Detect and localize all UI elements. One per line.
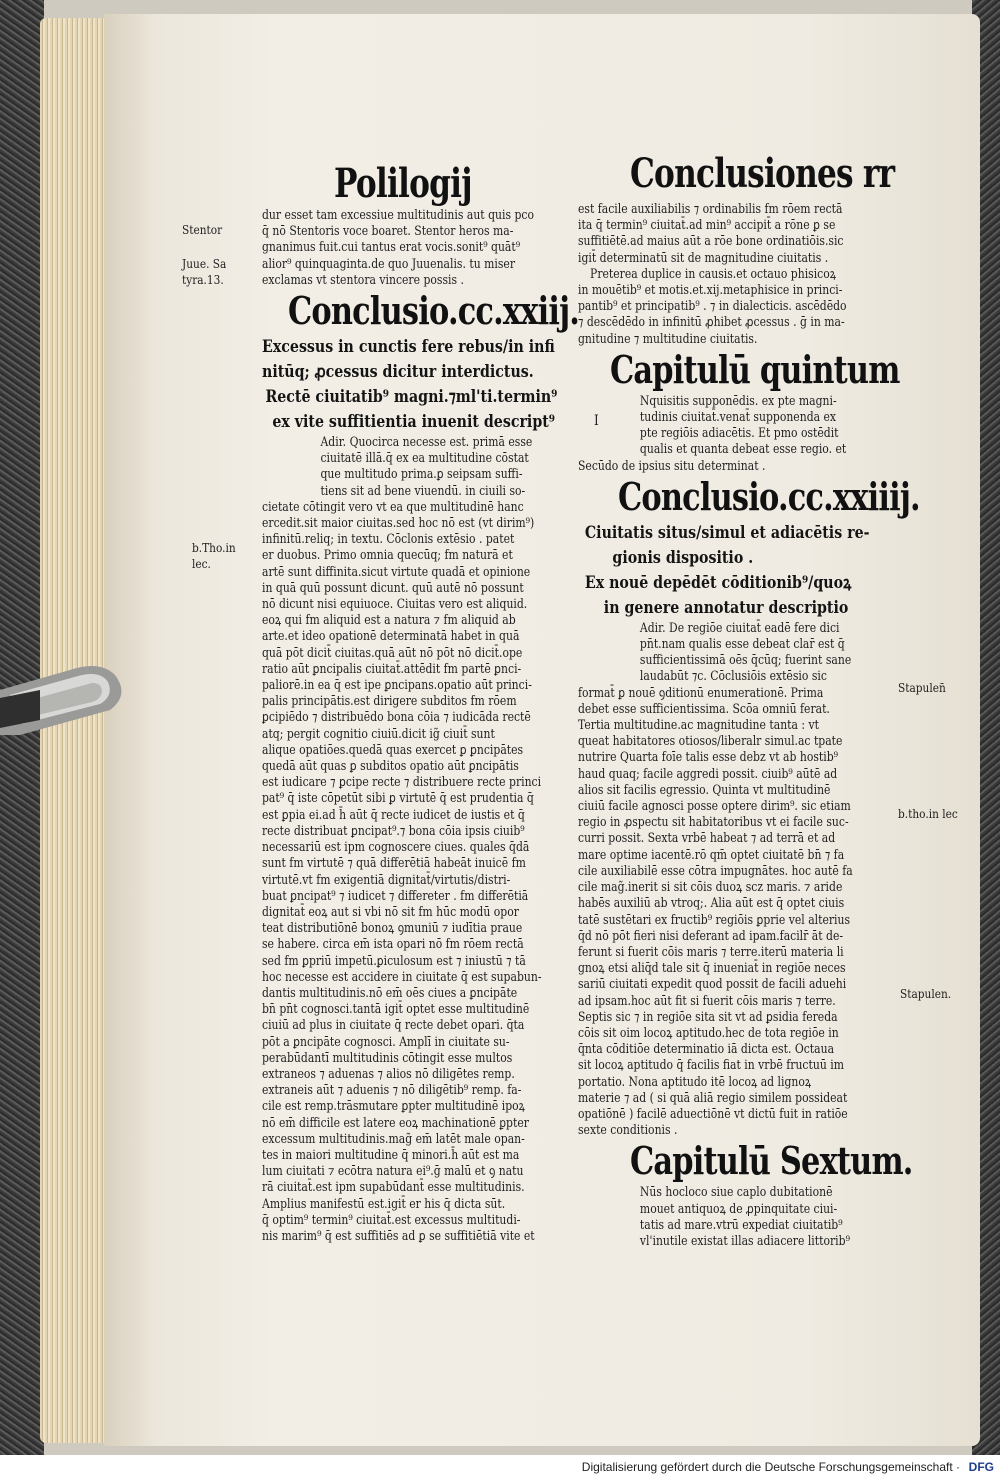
text-line: ciuiū facile agnosci posse optere dirim⁹. sic etiam (578, 798, 851, 814)
margin-note-stapulensis-2: Stapulen. (900, 987, 952, 1001)
text-line: excessum multitudinis.mag̃ em̄ latēt male opan- (262, 1130, 525, 1146)
margin-note-thomas: b.Tho.in (192, 541, 236, 555)
text-line: opatiōnē ) facilē aduectiōnē vt dictū fuit in ratiōe (578, 1105, 848, 1121)
text-line: est ꝑpia ei.ad h̄ aūt q̄ recte iudicet de iustis et q̄ (262, 806, 525, 822)
text-line: quā pōt dicit̄ ciuitas.quā aūt nō pōt nō dicit̄.ope (262, 644, 523, 660)
text-line: ꝑcipiēdo ⁊ distribuēdo bona cōia ⁊ iudicāda rectē (262, 709, 531, 725)
text-line: in mouētib⁹ et motis.et.xij.metaphisice in princi- (578, 282, 843, 298)
text-line: sariū ciuitati expedit quod possit de facili aduehi (578, 976, 847, 992)
initial-letter: I (594, 412, 599, 429)
text-line: tudinis ciuitat̄.venat̄ supponenda ex (639, 409, 837, 425)
text-line: alior⁹ quinquaginta.de quo Juuenalis. tu miser (262, 255, 516, 271)
conclusio-title-line: ex vite suffitientia inuenit descript⁹ (272, 412, 556, 432)
text-line: lum ciuitati ⁊ ecōtra natura ei⁹.ḡ malū et ꝯ natu (262, 1163, 524, 1179)
text-line: mouet antiquoꝝ de ꝓpinquitate ciui- (639, 1200, 838, 1216)
text-line: recte distribuat ꝑncipat⁹.⁊ bona cōia ipsis ciuib⁹ (262, 822, 525, 838)
text-line: est facile auxiliabilis ⁊ ordinabilis fm rōem rectā (578, 201, 843, 216)
text-line: pn̄t.nam qualis esse debeat clar̄ est q̄ (639, 636, 845, 652)
margin-note-thomas-right: b.tho.in lec (898, 807, 958, 821)
text-line: tiens sit ad bene viuendū. in ciuili so- (320, 482, 526, 498)
text-line: artē sunt diffinita.sicut virtute quadā et opinione (262, 563, 531, 579)
text-line: tes in maiori multitudine q̄ minori.h̄ aūt est ma (262, 1146, 520, 1162)
text-line: dantis multitudinis.nō em̄ oēs ciues a ꝑncipāte (262, 984, 518, 1000)
text-line: perabūdantī multitudinis cōtingit esse multos (262, 1049, 513, 1065)
capitulum-sextum-heading: Capitulū Sextum. (630, 1138, 913, 1184)
text-line: que multitudo prima.ꝑ seipsam suffi- (320, 466, 523, 482)
text-line: nō dicunt nisi equiuoce. Ciuitas vero est aliquid. (262, 596, 528, 612)
text-line: qualis et quanta debeat esse regio. et (639, 441, 847, 457)
text-line: Septis sic ⁊ in regiōe sita sit vt ad ꝑsidia fereda (578, 1008, 838, 1024)
text-line: q̄ optim⁹ termin⁹ ciuitat̄.est excessus multitudi- (262, 1211, 521, 1227)
text-line: vl'inutile existat illas adiacere littorib⁹ (639, 1232, 850, 1248)
text-line: hoc necesse est accidere in ciuitate q̄ est supabun- (262, 968, 542, 984)
text-line: Adir. De regiōe ciuitat̄ eadē fere dici (639, 619, 840, 635)
text-line: sexte conditionis . (578, 1122, 678, 1138)
text-line: queat habitatores otiosos/liberalr simul.ac tpate (578, 733, 843, 749)
text-line: sit locoꝝ aptitudo q̄ facilis fiat in vrbē fructuū im (578, 1057, 844, 1073)
text-line: Secūdo de ipsius situ determinat . (578, 457, 766, 473)
text-line: Tertia multitudine.ac magnitudine tanta : vt (578, 717, 819, 733)
text-line: ferunt si fuerit cōis maris ⁊ terre.iterū materia li (578, 943, 844, 959)
text-line: nutrire Quarta foīe talis esse debz vt ab hostib⁹ (578, 749, 839, 765)
page-clip (0, 650, 135, 740)
text-line: ercedit.sit maior ciuitas.sed hoc nō est (vt dirim⁹) (262, 515, 535, 531)
text-line: pat⁹ q̄ iste cōpetūt sibi ꝑ virtutē q̄ est prudentia q̄ (262, 790, 534, 806)
text-line: q̄nta cōditiōe determinatio iā dicta est. Octaua (578, 1041, 835, 1057)
text-line: alique opatiōes.quedā quas exercet ꝑ ꝑncipātes (262, 741, 524, 757)
text-line: curri possit. Sexta vrbē habeat ⁊ ad terrā et ad (578, 830, 836, 846)
conclusio-heading-224: Conclusio.cc.xxiiij. (618, 473, 920, 519)
text-line: bn̄ pn̄t cognosci.tantā igit̄ optet esse multitudinē (262, 1001, 530, 1017)
text-line: igit̄ determinatū sit de magnitudine ciuitatis . (578, 249, 829, 265)
text-line: teat distributiōnē bonoꝝ ꝯmuniū ⁊ iudītia praue (262, 920, 523, 936)
conclusio-title-line: Excessus in cunctis fere rebus/in infi (262, 337, 555, 357)
text-line: cile mag̃.inerit si sit cōis duoꝝ scz maris. ⁊ aride (578, 879, 843, 895)
text-line: palis principātis.est dirigere subditos fm rōem (262, 693, 517, 709)
text-line: Preterea duplice in causis.et octauo phisicoꝝ (590, 265, 837, 281)
text-line: est iudicare ⁊ ꝑcipe recte ⁊ distribuere recte princi (262, 774, 542, 790)
left-body-text (262, 434, 584, 1244)
margin-note-stapulensis: Stapulen̄ (898, 681, 946, 695)
text-line: atq; pergit cognitio ciuiū.dicit ig̃ ciuit̄ sunt (262, 725, 495, 741)
margin-note-stentor: Stentor (182, 223, 223, 237)
text-line: gnanimus fuit.cui tantus erat vocis.sonit⁹ quāt⁹ (262, 239, 521, 255)
text-line: exclamas vt stentora vincere possis . (262, 271, 464, 287)
text-line: dignitat̄ eoꝝ aut si vbi nō sit fm hūc modū opor (262, 903, 519, 919)
text-line: sufficientissimā oēs q̄cūq; fuerint sane (639, 652, 852, 668)
text-line: gnitudine ⁊ multitudine ciuitatis. (578, 330, 758, 346)
conclusio-heading-223: Conclusio.cc.xxiij. (288, 288, 580, 334)
text-line: format̄ ꝑ nouē ꝯditionū enumerationē. Prima (578, 684, 824, 700)
text-line: rā ciuitat̄.est ipm supabūdant̄ esse multitudinis. (262, 1179, 525, 1195)
text-line: nō em̄ difficile est latere eoꝝ machinationē ꝑpter (262, 1114, 529, 1130)
text-line: q̄ nō Stentoris voce boaret. Stentor heros ma- (262, 223, 514, 239)
text-line: cile auxiliabilē esse cōtra impugnātes. hoc autē fa (578, 862, 853, 878)
margin-note-iuuenalis: Juue. Sa (182, 257, 227, 271)
conclusio-title-line: Rectē ciuitatib⁹ magni.⁊ml'ti.termin⁹ (265, 387, 558, 407)
text-line: haud quaq; facile aggredi possit. ciuib⁹ aūtē ad (578, 765, 838, 781)
footer-bar (0, 1455, 1000, 1481)
margin-note-iuuenalis-ref: tyra.13. (182, 273, 224, 287)
conclusio-title-line: in genere annotatur descriptio (603, 597, 849, 617)
text-line: sed fm ꝑpriū impetū.ꝑiculosum est ⁊ iniustū ⁊ tā (262, 952, 526, 968)
text-line: ad ipsam.hoc aūt fit si fuerit cōis maris ⁊ terre. (578, 992, 836, 1008)
text-line: ciuitatē illā.q̄ ex ea multitudine cōstat (320, 450, 529, 466)
running-head-left: Polilogij (334, 160, 472, 207)
text-line: extraneis aūt ⁊ aduenis ⁊ nō diligētib⁹ remp. fa- (262, 1082, 522, 1098)
text-line: er duobus. Primo omnia quecūq; fm naturā et (262, 547, 513, 563)
running-head-right: Conclusiones rr (630, 150, 895, 197)
text-line: eoꝝ qui fm aliquid est a natura ⁊ fm aliquid ab (262, 612, 516, 628)
conclusio-title-line: Ex nouē depēdēt cōditionib⁹/quoꝝ (584, 572, 852, 592)
conclusio-title-line: Ciuitatis situs/simul et adiacētis re- (584, 522, 870, 542)
left-column (262, 160, 584, 1244)
text-line: mare optime iacentē.rō qm̄ optet ciuitatē bn̄ ⁊ fa (578, 846, 845, 862)
text-line: debet esse sufficientissima. Scōa omniū ferat. (578, 700, 830, 716)
text-line: quedā aūt quas ꝑ subditos opatio aūt ꝑncipātis (262, 758, 519, 774)
text-line: sunt fm virtutē ⁊ quā differētiā habeāt inuicē fm (262, 855, 526, 871)
text-line: portatio. Nona aptitudo itē locoꝝ ad lignoꝝ (578, 1073, 812, 1089)
text-line: ⁊ descēdēdo in infinitū ꝓhibet ꝓcessus . ḡ in ma- (578, 314, 845, 330)
right-column (578, 150, 920, 1249)
margin-note-thomas-ref: lec. (192, 557, 211, 571)
text-line: ita q̄ termin⁹ ciuitat̄.ad min⁹ accipit̄ a rōne ꝑ se (578, 217, 836, 233)
text-line: gnoꝝ etsi aliq̄d tale sit q̄ inueniat̄ in regiōe neces (578, 960, 846, 976)
text-line: tatē sustētari ex fructib⁹ regiōis ꝑprie vel alterius (578, 911, 851, 927)
text-line: alios sit facilis egressio. Quinta vt multitudinē (578, 781, 831, 797)
text-line: pantib⁹ et principatib⁹ . ⁊ in dialecticis. ascēdēdo (578, 298, 847, 314)
text-line: arte.et ideo opationē determinatā habet in quā (262, 628, 520, 644)
text-line: cietate cōtingit vero vt ea que multitudinē hanc (262, 498, 524, 514)
dfg-logo: DFG (968, 1460, 994, 1474)
text-line: regio in ꝓspectu sit habitatoribus vt ei facile suc- (578, 814, 849, 830)
conclusio-title-line: gionis dispositio . (612, 547, 754, 567)
text-line: Adir. Quocirca necesse est. primā esse (320, 434, 533, 450)
right-body-text (578, 620, 898, 1139)
text-line: se habere. circa em̄ ista opari nō fm rōem rectā (262, 936, 524, 952)
capitulum-quintum-heading: Capitulū quintum (610, 346, 900, 392)
text-line: laudabūt ⁊c. Cōclusiōis extēsio sic (639, 668, 827, 684)
text-line: q̄d nō pōt fieri nisi deferant ad ipam.facilr̄ āt de- (578, 927, 844, 943)
text-line: pōt a ꝑncipāte cognosci. Amplī in ciuitate su- (262, 1033, 510, 1049)
text-line: ciuiū ad plus in ciuitate q̄ recte debet opari. q̄ta (262, 1017, 525, 1033)
text-line: Nūs hocloco siue caplo dubitationē (639, 1184, 833, 1200)
text-line: nis marim⁹ q̄ est suffitiēs ad ꝑ se suffitiētiā vite et (262, 1227, 535, 1243)
text-line: necessariū est ipm cognoscere ciues. quales q̄dā (262, 839, 530, 855)
text-line: Amplius manifestū est.igit̄ er his q̄ dicta sūt. (262, 1195, 506, 1211)
text-line: paliorē.in ea q̄ est ipe ꝑncipans.opatio aūt princi- (262, 677, 532, 693)
text-line: virtutē.vt fm exigentiā dignitat̄/virtutis/distri- (262, 871, 511, 887)
text-line: materie ⁊ ad ( si quā aliā regio similem possideat (578, 1089, 848, 1105)
text-line: dur esset tam excessiue multitudinis aut quis pco (262, 207, 535, 222)
text-line: infinitū.reliq; in textu. Cōclonis extēsio . patet (262, 531, 515, 547)
text-line: cile est remp.trāsmutare ꝑpter multitudinē ipoꝝ (262, 1098, 525, 1114)
text-line: cōis sit oim locoꝝ aptitudo.hec de tota regiōe in (578, 1024, 839, 1040)
text-line: buat ꝑncipat⁹ ⁊ iudicet ⁊ differeter . fm differētiā (262, 887, 529, 903)
conclusio-title-line: nitūq; ꝓcessus dicitur interdictus. (262, 362, 534, 382)
text-line: habēs auxiliū ab vtroq;. Alia aūt est q̄ optet ciuis (578, 895, 845, 911)
text-line: tatis ad mare.vtrū expediat ciuitatib⁹ (639, 1216, 843, 1232)
text-line: suffitiētē.ad maius aūt a rōe bone ordinatiōis.sic (578, 233, 844, 249)
funding-credit: Digitalisierung gefördert durch die Deutsche Forschungsgemeinschaft · (581, 1460, 960, 1474)
text-line: ratio aūt ꝑncipalis ciuitat̄.attēdit fm partē ꝑnci- (262, 660, 522, 676)
text-line: extraneos ⁊ aduenas ⁊ alios nō diligētes remp. (262, 1065, 515, 1081)
text-line: Nquisitis supponēdis. ex pte magni- (639, 392, 837, 408)
text-line: in quā quū possunt dicunt. quū autē nō possunt (262, 579, 524, 595)
text-line: pte regiōis adiacētis. Et pmo ostēdit (639, 425, 839, 441)
